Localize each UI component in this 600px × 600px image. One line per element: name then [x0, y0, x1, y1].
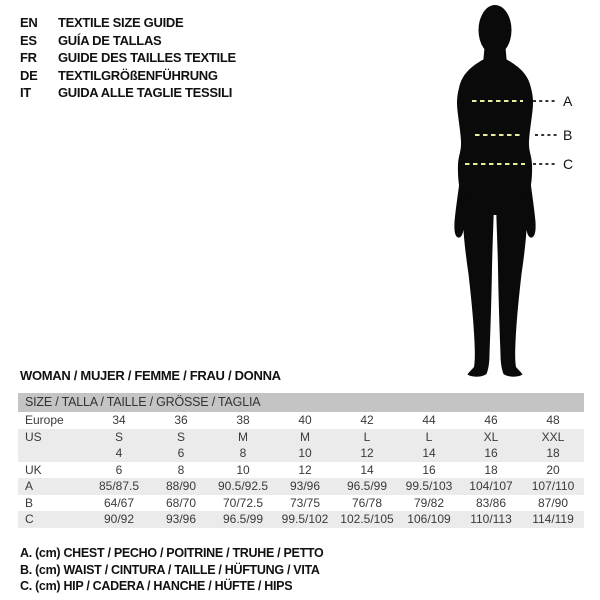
table-cell: 64/67: [103, 495, 135, 510]
table-row: [18, 445, 584, 462]
table-cell: 34: [112, 413, 126, 427]
table-cell: 44: [422, 413, 436, 427]
guide-title: TEXTILE SIZE GUIDE: [58, 15, 184, 31]
measurement-legend: [20, 545, 323, 595]
silhouette-torso: [457, 58, 533, 215]
table-cell: 6: [177, 446, 185, 460]
table-cell: 99.5/102: [281, 512, 329, 526]
table-cell: 46: [484, 413, 498, 427]
table-cell: 12: [298, 462, 312, 477]
table-cell: 18: [484, 462, 498, 477]
table-cell: M: [300, 429, 310, 444]
lang-row-fr: [20, 49, 236, 67]
table-cell: 68/70: [165, 495, 197, 510]
table-cell: 102.5/105: [340, 512, 394, 526]
table-cell: 4: [115, 446, 123, 460]
table-cell: 6: [115, 462, 123, 477]
table-cell: 107/110: [531, 479, 575, 493]
table-cell: 96.5/99: [222, 512, 264, 526]
guide-title: GUÍA DE TALLAS: [58, 32, 162, 48]
table-cell: 85/87.5: [98, 479, 140, 493]
table-row: [18, 511, 584, 528]
table-cell: 90.5/92.5: [217, 479, 269, 493]
legend-hip: C. (cm) HIP / CADERA / HANCHE / HÜFTE / HIPS: [20, 579, 293, 593]
marker-label-b: B: [563, 127, 573, 143]
lang-code: IT: [20, 85, 31, 101]
silhouette-left-leg: [463, 192, 494, 377]
table-cell: 99.5/103: [405, 479, 453, 493]
table-cell: 8: [239, 446, 247, 460]
table-cell: 16: [422, 462, 436, 477]
table-cell: 87/90: [537, 495, 569, 510]
table-cell: 93/96: [165, 512, 197, 526]
table-cell: 76/78: [351, 495, 383, 510]
size-table: [18, 393, 584, 528]
lang-code: DE: [20, 67, 38, 83]
table-cell: 106/109: [407, 512, 451, 526]
legend-waist: B. (cm) WAIST / CINTURA / TAILLE / HÜFTUNG / VITA: [20, 562, 320, 577]
lang-row-en: [20, 14, 236, 32]
size-table-rows: [18, 412, 584, 528]
silhouette-right-leg: [496, 192, 527, 377]
lang-code: FR: [20, 50, 37, 66]
woman-silhouette: [454, 5, 535, 377]
table-row: [18, 462, 584, 479]
table-cell: L: [363, 429, 371, 444]
table-cell: M: [238, 429, 248, 444]
table-cell: 114/119: [532, 512, 574, 526]
marker-label-a: A: [563, 93, 573, 109]
guide-title: GUIDA ALLE TAGLIE TESSILI: [58, 85, 233, 101]
lang-code: ES: [20, 32, 37, 48]
table-cell: 16: [484, 446, 498, 460]
lang-row-es: [20, 32, 236, 50]
row-label: B: [25, 495, 34, 510]
table-cell: 93/96: [289, 479, 321, 493]
table-cell: XL: [483, 429, 499, 444]
table-row: [18, 478, 584, 495]
table-row: [18, 429, 584, 446]
measurement-figure: [429, 0, 600, 380]
language-title-block: [20, 14, 236, 102]
table-cell: 14: [422, 446, 436, 460]
guide-title: GUIDE DES TAILLES TEXTILE: [58, 50, 236, 66]
table-cell: 110/113: [470, 512, 512, 526]
table-cell: L: [425, 429, 433, 444]
table-cell: 36: [174, 413, 188, 427]
row-label: A: [25, 479, 34, 493]
row-label: C: [25, 512, 34, 526]
table-cell: 104/107: [469, 479, 513, 493]
table-cell: S: [114, 429, 123, 444]
table-cell: 14: [360, 462, 374, 477]
lang-code: EN: [20, 15, 38, 31]
table-cell: 10: [298, 446, 312, 460]
table-cell: 10: [236, 462, 250, 477]
table-cell: 90/92: [103, 512, 135, 526]
table-row: [18, 412, 584, 429]
table-cell: 79/82: [413, 495, 445, 510]
size-table-header: SIZE / TALLA / TAILLE / GRÖSSE / TAGLIA: [18, 393, 584, 412]
marker-label-c: C: [563, 156, 574, 172]
table-cell: 48: [546, 413, 560, 427]
table-cell: 96.5/99: [346, 479, 388, 493]
table-row: [18, 495, 584, 512]
legend-chest: A. (cm) CHEST / PECHO / POITRINE / TRUHE / PETTO: [20, 546, 324, 560]
table-cell: 20: [546, 462, 560, 477]
lang-row-it: [20, 84, 236, 102]
table-cell: 42: [360, 413, 374, 427]
table-cell: 83/86: [475, 495, 507, 510]
table-cell: 88/90: [165, 479, 197, 493]
table-cell: 40: [298, 413, 312, 427]
table-cell: 18: [546, 446, 560, 460]
table-cell: S: [176, 429, 185, 444]
row-label: US: [25, 429, 42, 444]
section-heading-woman: WOMAN / MUJER / FEMME / FRAU / DONNA: [20, 368, 281, 383]
table-cell: XXL: [541, 429, 565, 444]
table-cell: 38: [236, 413, 250, 427]
table-cell: 12: [360, 446, 374, 460]
row-label: Europe: [25, 413, 64, 427]
table-cell: 8: [177, 462, 185, 477]
row-label: UK: [25, 462, 42, 477]
table-cell: 73/75: [289, 495, 321, 510]
table-cell: 70/72.5: [222, 495, 264, 510]
lang-row-de: [20, 67, 236, 85]
guide-title: TEXTILGRÖßENFÜHRUNG: [58, 67, 218, 83]
